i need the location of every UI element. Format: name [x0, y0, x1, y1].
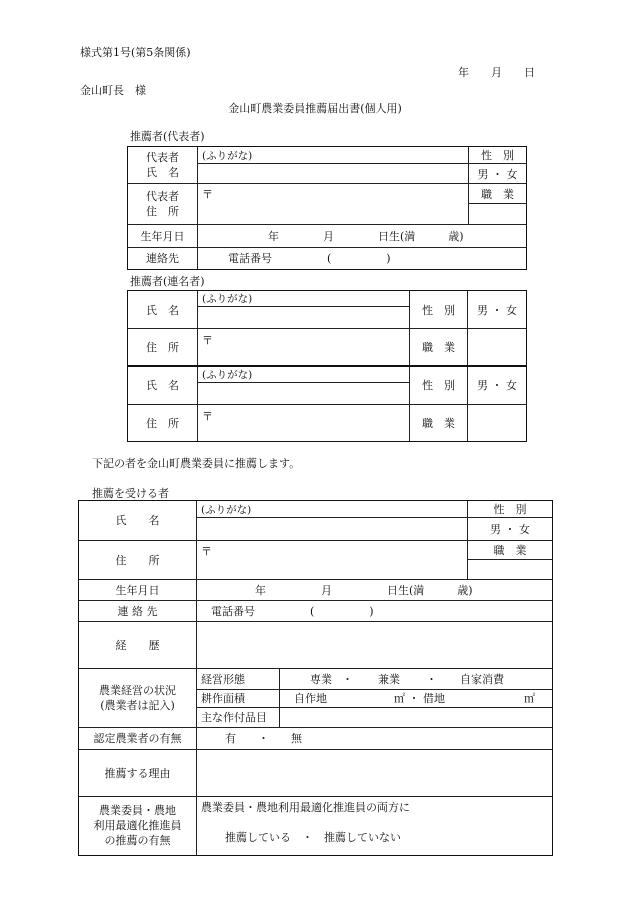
rep-address-field[interactable]: 〒 [198, 184, 469, 224]
mgmt-option-sep-2: ・ [426, 672, 437, 686]
joint2-address-label: 住 所 [128, 404, 198, 441]
rep-sex-options[interactable]: 男 ・ 女 [469, 164, 527, 184]
reason-label: 推薦する理由 [79, 749, 197, 796]
rep-address-label: 代表者 住 所 [128, 184, 198, 224]
certified-farmer-label: 認定農業者の有無 [79, 728, 197, 749]
rep-contact-label: 連絡先 [128, 247, 198, 269]
area-unit-1: ㎡ ・ 借地 [394, 692, 445, 706]
rep-job-header: 職 業 [469, 184, 527, 204]
mgmt-option-selfuse: 自家消費 [460, 672, 504, 686]
nominee-career-field[interactable] [197, 621, 553, 668]
nominee-phone-field[interactable]: 電話番号 ( ) [197, 601, 553, 621]
nominee-job-header: 職 業 [468, 540, 553, 559]
area-field[interactable] [280, 690, 553, 707]
nominee-birth-field[interactable]: 年 月 日生(満 歳) [197, 579, 553, 600]
nominee-table [78, 500, 553, 856]
joint2-job-label: 職 業 [410, 404, 468, 441]
mgmt-form-options[interactable] [280, 668, 553, 689]
joint2-job-field[interactable] [468, 404, 527, 441]
recommender-rep-table [127, 146, 527, 270]
form-title: 金山町農業委員推薦届出書(個人用) [228, 102, 402, 115]
mgmt-form-label: 経営形態 [197, 668, 280, 689]
rep-birth-label: 生年月日 [128, 224, 198, 247]
both-recommend-options[interactable]: 推薦している ・ 推薦していない [225, 830, 401, 844]
joint2-sex-label: 性 別 [410, 366, 468, 405]
section-title-recommender-rep: 推薦者(代表者) [130, 130, 205, 143]
nominee-name-label: 氏 名 [79, 501, 197, 541]
joint1-job-label: 職 業 [410, 329, 468, 366]
reason-field[interactable] [197, 749, 553, 796]
joint2-name-field[interactable] [198, 382, 410, 404]
joint1-address-field[interactable]: 〒 [198, 329, 410, 366]
nominee-job-field[interactable] [468, 560, 553, 579]
nominee-address-label: 住 所 [79, 540, 197, 579]
farm-status-label: 農業経営の状況 (農業者は記入) [79, 668, 197, 727]
recommender-joint-table [127, 290, 527, 442]
form-number: 様式第1号(第5条関係) [80, 46, 191, 59]
rep-birth-field[interactable]: 年 月 日生(満 歳) [198, 224, 527, 247]
section-title-recommender-joint: 推薦者(連名者) [130, 275, 205, 288]
addressee: 金山町長 様 [80, 84, 146, 97]
area-unit-2: ㎡ [524, 692, 535, 706]
joint1-name-label: 氏 名 [128, 291, 198, 329]
own-land-label: 自作地 [294, 692, 327, 706]
nominee-name-field[interactable] [197, 518, 468, 541]
joint1-address-label: 住 所 [128, 329, 198, 366]
area-label: 耕作面積 [197, 690, 280, 707]
section-title-nominee: 推薦を受ける者 [92, 487, 169, 500]
crop-label: 主な作付品目 [197, 707, 280, 727]
nominee-furigana-field[interactable]: (ふりがな) [197, 501, 468, 518]
certified-farmer-options[interactable]: 有 ・ 無 [197, 728, 553, 749]
nominee-sex-header: 性 別 [468, 501, 553, 518]
mgmt-option-fulltime: 専業 [310, 672, 332, 686]
crop-field[interactable] [280, 707, 553, 727]
joint2-sex-options[interactable]: 男 ・ 女 [468, 366, 527, 405]
mgmt-option-parttime: 兼業 [378, 672, 400, 686]
rep-sex-header: 性 別 [469, 147, 527, 164]
rep-name-field[interactable] [198, 164, 469, 184]
date-line: 年 月 日 [458, 66, 535, 79]
both-recommend-label: 農業委員・農地 利用最適化推進員 の推薦の有無 [79, 796, 197, 855]
rep-phone-field[interactable]: 電話番号 ( ) [198, 247, 527, 269]
joint1-sex-label: 性 別 [410, 291, 468, 329]
rep-job-field[interactable] [469, 204, 527, 224]
joint1-furigana-field[interactable]: (ふりがな) [198, 291, 410, 307]
nominee-address-field[interactable]: 〒 [197, 540, 468, 579]
nominee-birth-label: 生年月日 [79, 579, 197, 600]
joint1-job-field[interactable] [468, 329, 527, 366]
joint1-name-field[interactable] [198, 307, 410, 329]
joint2-address-field[interactable]: 〒 [198, 404, 410, 441]
rep-name-label: 代表者 氏 名 [128, 147, 198, 184]
mgmt-option-sep-1: ・ [342, 672, 353, 686]
nominee-career-label: 経 歴 [79, 621, 197, 668]
nominee-sex-options[interactable]: 男 ・ 女 [468, 518, 553, 541]
both-recommend-field[interactable] [197, 796, 553, 855]
joint1-sex-options[interactable]: 男 ・ 女 [468, 291, 527, 329]
both-recommend-question: 農業委員・農地利用最適化推進員の両方に [201, 800, 410, 814]
joint2-furigana-field[interactable]: (ふりがな) [198, 366, 410, 383]
recommendation-statement: 下記の者を金山町農業委員に推薦します。 [92, 457, 301, 470]
joint2-name-label: 氏 名 [128, 366, 198, 405]
nominee-contact-label: 連 絡 先 [79, 601, 197, 621]
rep-furigana-field[interactable]: (ふりがな) [198, 147, 469, 164]
